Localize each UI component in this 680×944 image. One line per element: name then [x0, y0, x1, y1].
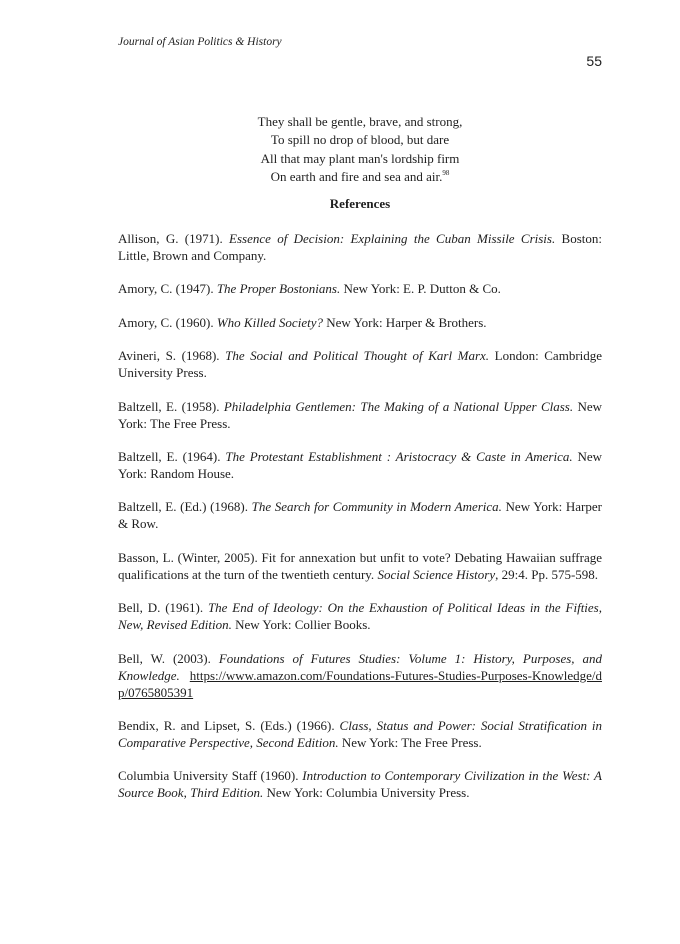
poem-line	[118, 168, 602, 186]
reference-publisher: , 29:4. Pp. 575-598.	[495, 566, 599, 582]
reference-author: Baltzell, E. (1964).	[118, 448, 221, 464]
reference-title: Class, Status and Power: Social Stratification in Comparative Perspective, Second Edition.	[118, 717, 603, 750]
reference-entry	[118, 347, 602, 381]
reference-title: The Protestant Establishment : Aristocracy & Caste in America.	[225, 448, 573, 464]
reference-title: Philadelphia Gentlemen: The Making of a National Upper Class.	[223, 398, 574, 414]
reference-publisher: New York: The Free Press.	[118, 398, 603, 431]
reference-title: Essence of Decision: Explaining the Cuban Missile Crisis.	[229, 231, 556, 246]
reference-publisher: New York: Collier Books.	[235, 617, 371, 633]
reference-entry	[118, 398, 602, 432]
reference-author: Avineri, S. (1968).	[118, 348, 220, 364]
reference-entry	[118, 549, 602, 583]
references-list	[118, 230, 602, 818]
footnote-marker: 98	[442, 168, 450, 177]
poem-line: All that may plant man's lordship firm	[260, 150, 460, 166]
reference-entry	[118, 767, 602, 801]
journal-title: Journal of Asian Politics & History	[118, 36, 282, 48]
page-number: 55	[586, 53, 602, 69]
reference-author: Baltzell, E. (Ed.) (1968).	[118, 499, 248, 515]
reference-entry	[118, 599, 602, 633]
reference-title: Introduction to Contemporary Civilization in the West: A Source Book, Third Edition.	[118, 768, 603, 801]
reference-entry	[118, 498, 602, 532]
reference-entry	[118, 717, 602, 751]
poem-line: They shall be gentle, brave, and strong,	[257, 114, 463, 129]
reference-url-link[interactable]: https://www.amazon.com/Foundations-Futures-Studies-Purposes-Knowledge/dp/0765805391	[118, 667, 602, 700]
reference-author: Amory, C. (1960).	[118, 314, 214, 330]
reference-entry	[118, 280, 602, 297]
reference-author: Basson, L. (Winter, 2005). Fit for annexation but unfit to vote? Debating Hawaiian suffrage qualifications at the turn of the twentieth century.	[118, 549, 602, 582]
reference-title: The Search for Community in Modern America.	[251, 499, 502, 515]
reference-title: Who Killed Society?	[216, 314, 323, 330]
reference-author: Allison, G. (1971).	[118, 231, 223, 246]
reference-entry	[118, 230, 602, 264]
reference-publisher: New York: The Free Press.	[341, 734, 482, 750]
reference-author: Bendix, R. and Lipset, S. (Eds.) (1966).	[118, 717, 335, 733]
reference-author: Bell, W. (2003).	[118, 650, 211, 666]
reference-author: Baltzell, E. (1958).	[118, 398, 220, 414]
poem-epigraph	[118, 113, 602, 186]
reference-publisher: New York: Harper & Brothers.	[326, 314, 487, 330]
reference-title: Social Science History	[377, 566, 496, 582]
reference-author: Amory, C. (1947).	[118, 281, 214, 297]
reference-entry	[118, 448, 602, 482]
reference-title: The End of Ideology: On the Exhaustion of Political Ideas in the Fifties, New, Revised Edition.	[118, 600, 602, 633]
reference-entry	[118, 650, 602, 701]
poem-line: To spill no drop of blood, but dare	[270, 132, 450, 148]
reference-entry	[118, 314, 602, 331]
reference-author: Columbia University Staff (1960).	[118, 768, 299, 784]
reference-publisher: New York: Random House.	[118, 448, 603, 481]
reference-publisher: New York: Columbia University Press.	[266, 785, 470, 801]
reference-title: Foundations of Futures Studies: Volume 1: History, Purposes, and Knowledge.	[118, 650, 603, 683]
reference-title: The Proper Bostonians.	[216, 281, 341, 297]
reference-publisher: Boston: Little, Brown and Company.	[118, 231, 602, 263]
references-heading: References	[329, 196, 391, 211]
reference-publisher: New York: E. P. Dutton & Co.	[343, 281, 501, 297]
poem-line-text: On earth and fire and sea and air.	[270, 168, 443, 184]
reference-title: The Social and Political Thought of Karl Marx.	[225, 348, 490, 364]
reference-author: Bell, D. (1961).	[118, 600, 204, 616]
reference-publisher: New York: Harper & Row.	[118, 499, 602, 532]
reference-publisher: London: Cambridge University Press.	[118, 348, 603, 381]
